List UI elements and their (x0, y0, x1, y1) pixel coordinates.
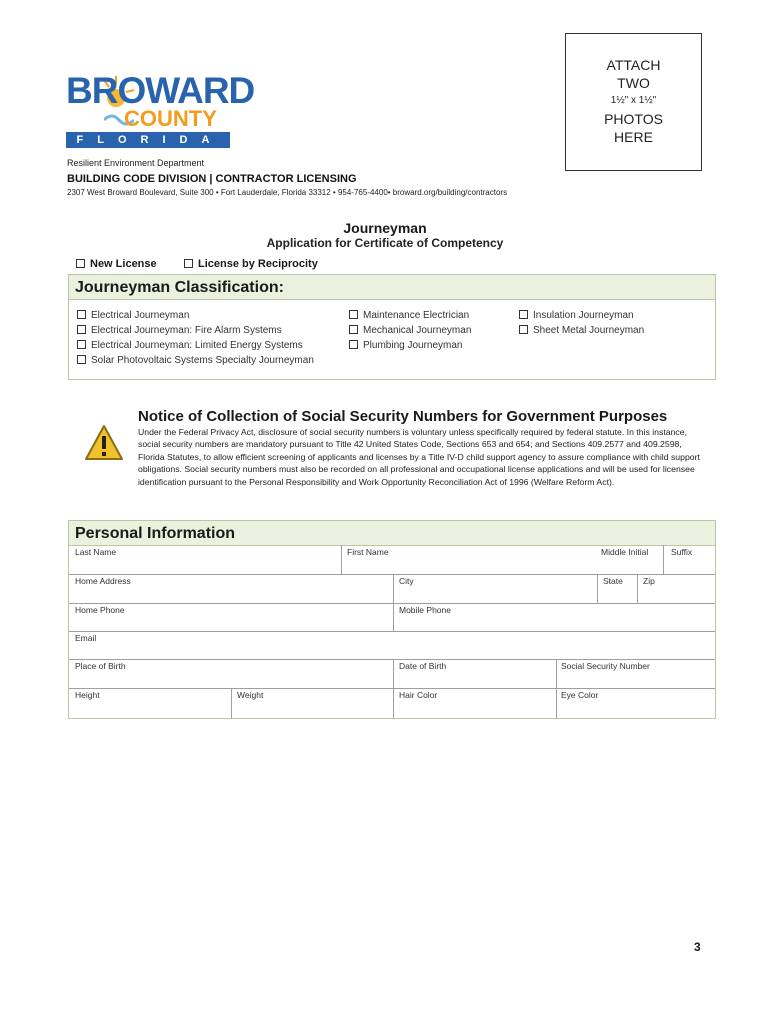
ssn-notice-body: Under the Federal Privacy Act, disclosure of social security numbers is voluntary unless specifically required by federal statute. In this instance, social security numbers are mandatory pursuant to Title 42 United States Code, Sections 653 and 654; and Sections 409.2577 and 409.2598, Florida Statutes, to allow efficient screening of applicants and licenses by a Title IV-D child support agency to assure compliance with child support obligations. Social security numbers must also be recorded on all professional and occupational license applications and will be used for licensee identification pursuant to the Personal Responsibility and Work Opportunity Reconciliation Act of 1996 (Welfare Reform Act). (138, 427, 700, 487)
classification-label: Electrical Journeyman: Fire Alarm Systems (91, 325, 282, 336)
classification-option[interactable] (77, 338, 314, 353)
classification-label: Electrical Journeyman: Limited Energy Systems (91, 340, 303, 351)
column-divider (556, 659, 557, 688)
hair-color-label: Hair Color (399, 690, 438, 700)
classification-option[interactable] (519, 323, 644, 338)
classification-checkbox[interactable] (349, 325, 358, 334)
reciprocity-label: License by Reciprocity (198, 258, 318, 270)
department-name: Resilient Environment Department (67, 158, 205, 168)
column-divider (393, 603, 394, 631)
classification-checkbox[interactable] (519, 310, 528, 319)
office-address: 2307 West Broward Boulevard, Suite 300 • Fort Lauderdale, Florida 33312 • 954-765-4400• broward.org/building/contractors (67, 188, 508, 197)
last-name-label: Last Name (75, 547, 117, 557)
column-divider (556, 688, 557, 718)
middle-initial-label: Middle Initial (601, 547, 649, 557)
new-license-checkbox[interactable] (76, 259, 85, 268)
eye-color-label: Eye Color (561, 690, 599, 700)
mobile-phone-label: Mobile Phone (399, 605, 451, 615)
form-subtitle: Application for Certificate of Competency (266, 236, 504, 250)
reciprocity-checkbox[interactable] (184, 259, 193, 268)
home-address-label: Home Address (75, 576, 131, 586)
classification-section (68, 298, 716, 380)
classification-checkbox[interactable] (77, 355, 86, 364)
reciprocity-license-option[interactable] (184, 258, 318, 270)
logo-broward-text: BROWARD (66, 70, 255, 111)
column-divider (341, 545, 342, 574)
row-divider (69, 631, 715, 632)
classification-column-2 (349, 308, 471, 353)
page-number: 3 (694, 940, 701, 954)
column-divider (597, 574, 598, 603)
photo-attachment-box (565, 33, 702, 171)
photo-box-size: 1½" x 1½" (610, 95, 657, 106)
classification-option[interactable] (519, 308, 644, 323)
email-label: Email (75, 633, 97, 643)
first-name-label: First Name (347, 547, 389, 557)
personal-info-heading: Personal Information (68, 520, 716, 546)
classification-checkbox[interactable] (77, 325, 86, 334)
personal-info-section (68, 545, 716, 719)
place-of-birth-label: Place of Birth (75, 661, 126, 671)
home-phone-label: Home Phone (75, 605, 125, 615)
classification-option[interactable] (349, 308, 471, 323)
classification-option[interactable] (77, 308, 314, 323)
row-divider (69, 659, 715, 660)
row-divider (69, 603, 715, 604)
zip-label: Zip (643, 576, 655, 586)
division-name: BUILDING CODE DIVISION | CONTRACTOR LICENSING (67, 173, 357, 185)
classification-heading: Journeyman Classification: (68, 274, 716, 300)
new-license-label: New License (90, 258, 157, 270)
date-of-birth-label: Date of Birth (399, 661, 447, 671)
row-divider (69, 574, 715, 575)
classification-label: Sheet Metal Journeyman (533, 325, 645, 336)
ssn-notice-title: Notice of Collection of Social Security Numbers for Government Purposes (138, 408, 668, 425)
column-divider (663, 545, 664, 574)
city-label: City (399, 576, 414, 586)
column-divider (231, 688, 232, 718)
classification-checkbox[interactable] (519, 325, 528, 334)
ssn-label: Social Security Number (561, 661, 650, 671)
row-divider (69, 688, 715, 689)
photo-box-line2: TWO (617, 75, 650, 91)
classification-label: Electrical Journeyman (91, 310, 190, 321)
logo-county-text: COUNTY (124, 106, 217, 131)
column-divider (393, 574, 394, 603)
classification-label: Plumbing Journeyman (363, 340, 463, 351)
photo-box-line4: PHOTOS (604, 111, 663, 127)
photo-box-line1: ATTACH (606, 57, 661, 73)
warning-icon (84, 424, 124, 462)
weight-label: Weight (237, 690, 264, 700)
suffix-label: Suffix (671, 547, 693, 557)
classification-label: Maintenance Electrician (363, 310, 470, 321)
photo-box-line5: HERE (614, 129, 653, 145)
classification-checkbox[interactable] (77, 340, 86, 349)
classification-option[interactable] (77, 353, 314, 368)
classification-option[interactable] (349, 323, 471, 338)
classification-option[interactable] (349, 338, 471, 353)
column-divider (393, 659, 394, 688)
height-label: Height (75, 690, 100, 700)
state-label: State (603, 576, 623, 586)
classification-checkbox[interactable] (349, 340, 358, 349)
form-title: Journeyman (343, 220, 427, 236)
broward-county-logo (66, 70, 255, 146)
classification-label: Solar Photovoltaic Systems Specialty Journeyman (91, 355, 314, 366)
classification-checkbox[interactable] (349, 310, 358, 319)
logo-florida-bar: FLORIDA (66, 132, 230, 148)
classification-option[interactable] (77, 323, 314, 338)
classification-column-3 (519, 308, 644, 338)
classification-checkbox[interactable] (77, 310, 86, 319)
column-divider (393, 688, 394, 718)
new-license-option[interactable] (76, 258, 157, 270)
classification-label: Insulation Journeyman (533, 310, 634, 321)
column-divider (637, 574, 638, 603)
classification-label: Mechanical Journeyman (363, 325, 472, 336)
classification-column-1 (77, 308, 314, 368)
